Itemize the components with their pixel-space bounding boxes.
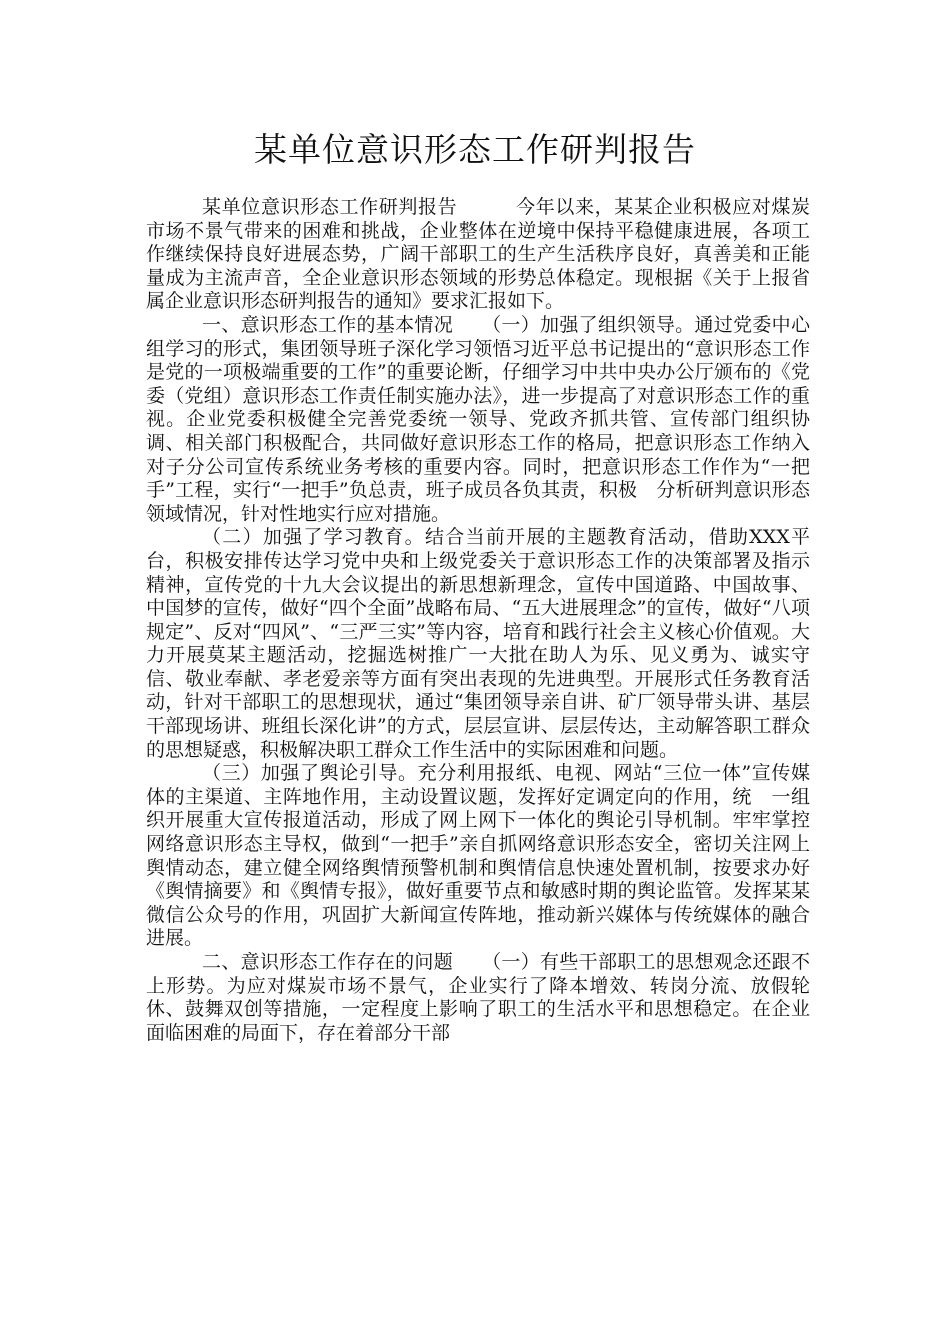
paragraph-section-1-public-opinion: （三）加强了舆论引导。充分利用报纸、电视、网站“三位一体”宣传媒体的主渠道、主阵地作用，主动设置议题，发挥好定调定向的作用，统 一组织开展重大宣传报道活动，形成了网上网下一体化的舆论引导机制。牢牢掌控网络意识形态主导权，做到“一把手”亲自抓网络意识形态安全，密切关注网上舆情动态，建立健全网络舆情预警机制和舆情信息快速处置机制，按要求办好《舆情摘要》和《舆情专报》，做好重要节点和敏感时期的舆论监管。发挥某某微信公众号的作用，巩固扩大新闻宣传阵地，推动新兴媒体与传统媒体的融合进展。 [146, 762, 810, 950]
paragraph-section-1-organization: 一、意识形态工作的基本情况 （一）加强了组织领导。通过党委中心组学习的形式，集团领导班子深化学习领悟习近平总书记提出的“意识形态工作是党的一项极端重要的工作”的重要论断，仔细学习中共中央办公厅颁布的《党委（党组）意识形态工作责任制实施办法》，进一步提高了对意识形态工作的重视。企业党委积极健全完善党委统一领导、党政齐抓共管、宣传部门组织协调、相关部门积极配合，共同做好意识形态工作的格局，把意识形态工作纳入对子分公司宣传系统业务考核的重要内容。同时，把意识形态工作作为“一把手”工程，实行“一把手”负总责，班子成员各负其责，积极 分析研判意识形态领域情况，针对性地实行应对措施。 [146, 313, 810, 525]
paragraph-section-2-problems: 二、意识形态工作存在的问题 （一）有些干部职工的思想观念还跟不上形势。为应对煤炭市场不景气，企业实行了降本增效、转岗分流、放假轮休、鼓舞双创等措施，一定程度上影响了职工的生活水平和思想稳定。在企业面临困难的局面下，存在着部分干部 [146, 951, 810, 1044]
paragraph-section-1-education: （二）加强了学习教育。结合当前开展的主题教育活动，借助XXX平台，积极安排传达学习党中央和上级党委关于意识形态工作的决策部署及指示精神，宣传党的十九大会议提出的新思想新理念，宣传中国道路、中国故事、中国梦的宣传，做好“四个全面”战略布局、“五大进展理念”的宣传，做好“八项规定”、反对“四风”、“三严三实”等内容，培育和践行社会主义核心价值观。大力开展莫某主题活动，挖掘选树推广一大批在助人为乐、见义勇为、诚实守信、敬业奉献、孝老爱亲等方面有突出表现的先进典型。开展形式任务教育活动，针对干部职工的思想现状，通过“集团领导亲自讲、矿厂领导带头讲、基层干部现场讲、班组长深化讲”的方式，层层宣讲、层层传达，主动解答职工群众的思想疑惑，积极解决职工群众工作生活中的实际困难和问题。 [146, 526, 810, 761]
paragraph-intro: 某单位意识形态工作研判报告 今年以来，某某企业积极应对煤炭市场不景气带来的困难和挑战，企业整体在逆境中保持平稳健康进展，各项工作继续保持良好进展态势，广阔干部职工的生产生活秩序良好，真善美和正能量成为主流声音，全企业意识形态领域的形势总体稳定。现根据《关于上报省属企业意识形态研判报告的通知》要求汇报如下。 [146, 196, 810, 313]
document-title: 某单位意识形态工作研判报告 [254, 130, 696, 169]
document-body [146, 196, 810, 1045]
